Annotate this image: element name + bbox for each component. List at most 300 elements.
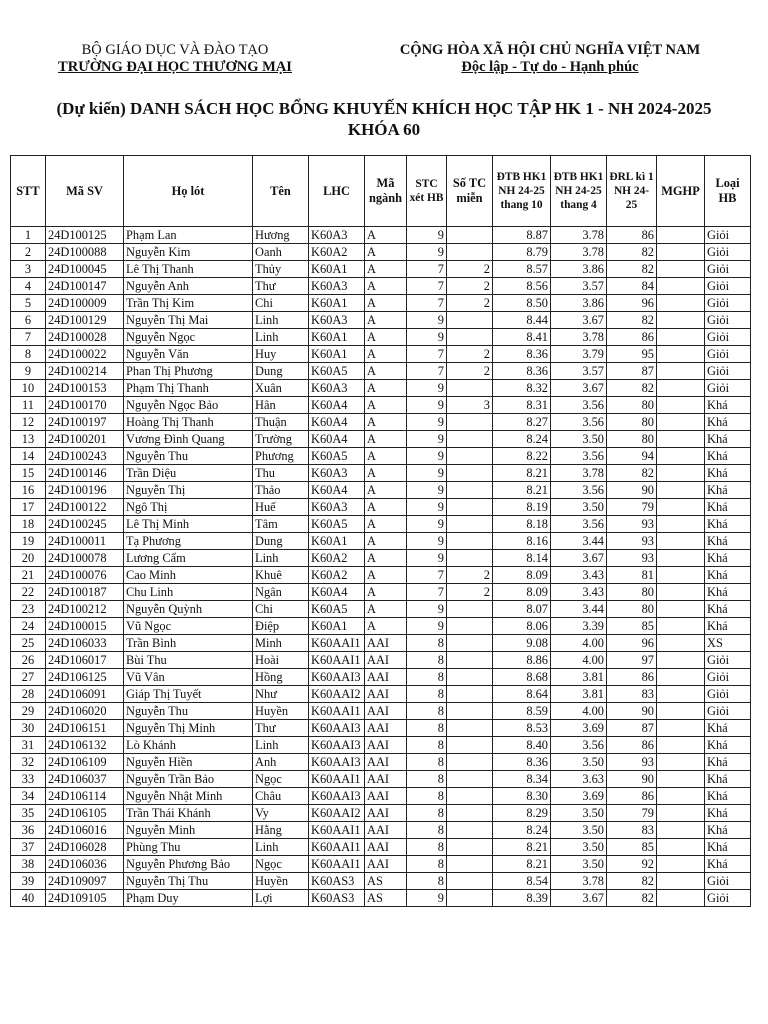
cell-major: AAI [365,635,407,652]
cell-surname: Phạm Thị Thanh [124,380,253,397]
cell-conduct: 85 [607,618,657,635]
cell-exempt-credits [447,465,493,482]
cell-gpa-10: 8.21 [493,482,551,499]
cell-credits: 9 [407,227,447,244]
table-row [11,635,751,652]
cell-given-name: Khuê [253,567,309,584]
cell-fee-waiver [657,295,705,312]
cell-major: A [365,584,407,601]
cell-surname: Lò Khánh [124,737,253,754]
cell-credits: 7 [407,295,447,312]
cell-gpa-10: 8.27 [493,414,551,431]
cell-exempt-credits [447,601,493,618]
cell-major: AAI [365,720,407,737]
cell-stt: 19 [11,533,46,550]
cell-fee-waiver [657,533,705,550]
cell-conduct: 93 [607,516,657,533]
cell-major: AAI [365,805,407,822]
cell-surname: Giáp Thị Tuyết [124,686,253,703]
cell-gpa-10: 8.36 [493,346,551,363]
cell-exempt-credits [447,516,493,533]
cell-class: K60A3 [309,499,365,516]
cell-given-name: Anh [253,754,309,771]
cell-given-name: Phương [253,448,309,465]
cell-surname: Nguyễn Thu [124,448,253,465]
cell-student-id: 24D100028 [46,329,124,346]
cell-student-id: 24D106037 [46,771,124,788]
table-row [11,482,751,499]
cell-scholarship-type: Giỏi [705,652,751,669]
cell-scholarship-type: Giỏi [705,890,751,907]
cell-gpa-4: 3.43 [551,584,607,601]
cell-gpa-10: 8.57 [493,261,551,278]
cell-stt: 39 [11,873,46,890]
cell-student-id: 24D100197 [46,414,124,431]
cell-class: K60AAI3 [309,754,365,771]
cell-credits: 9 [407,890,447,907]
cell-stt: 38 [11,856,46,873]
cell-exempt-credits [447,822,493,839]
cell-scholarship-type: Khá [705,771,751,788]
cell-conduct: 87 [607,720,657,737]
cell-major: A [365,261,407,278]
cell-exempt-credits [447,805,493,822]
cell-gpa-10: 8.56 [493,278,551,295]
cell-scholarship-type: Khá [705,482,751,499]
cell-surname: Nguyễn Thị Minh [124,720,253,737]
cell-gpa-4: 4.00 [551,652,607,669]
cell-stt: 29 [11,703,46,720]
cell-gpa-10: 8.30 [493,788,551,805]
table-row [11,669,751,686]
cell-conduct: 79 [607,499,657,516]
cell-exempt-credits: 2 [447,567,493,584]
cell-gpa-4: 3.56 [551,516,607,533]
cell-major: AAI [365,669,407,686]
cell-student-id: 24D106105 [46,805,124,822]
cell-scholarship-type: Giỏi [705,703,751,720]
cell-given-name: Linh [253,550,309,567]
cell-fee-waiver [657,737,705,754]
cell-stt: 37 [11,839,46,856]
cell-student-id: 24D106017 [46,652,124,669]
cell-scholarship-type: Giỏi [705,329,751,346]
cell-conduct: 97 [607,652,657,669]
cell-credits: 8 [407,703,447,720]
cell-major: AAI [365,652,407,669]
cell-gpa-10: 8.68 [493,669,551,686]
cell-exempt-credits [447,380,493,397]
cell-fee-waiver [657,363,705,380]
cell-exempt-credits [447,533,493,550]
cell-credits: 8 [407,737,447,754]
cell-gpa-4: 3.81 [551,686,607,703]
cell-given-name: Lợi [253,890,309,907]
cell-gpa-10: 8.24 [493,431,551,448]
table-row [11,295,751,312]
cell-major: AAI [365,839,407,856]
cell-class: K60AAI1 [309,856,365,873]
cell-gpa-10: 8.64 [493,686,551,703]
table-row [11,652,751,669]
cell-gpa-10: 8.24 [493,822,551,839]
cell-exempt-credits [447,550,493,567]
cell-credits: 9 [407,601,447,618]
cell-credits: 9 [407,448,447,465]
cell-given-name: Hoài [253,652,309,669]
cell-given-name: Ngọc [253,771,309,788]
cell-surname: Vương Đình Quang [124,431,253,448]
cell-stt: 12 [11,414,46,431]
cell-class: K60AAI1 [309,652,365,669]
cell-gpa-4: 3.56 [551,737,607,754]
cell-gpa-10: 8.07 [493,601,551,618]
cell-class: K60A3 [309,312,365,329]
cell-major: A [365,227,407,244]
cell-class: K60A1 [309,533,365,550]
cell-student-id: 24D109097 [46,873,124,890]
cell-fee-waiver [657,788,705,805]
cell-credits: 8 [407,720,447,737]
table-row [11,414,751,431]
scholarship-table [10,155,751,907]
cell-surname: Chu Linh [124,584,253,601]
cell-exempt-credits [447,856,493,873]
cell-exempt-credits [447,737,493,754]
cell-student-id: 24D100201 [46,431,124,448]
col-header: LHC [309,156,365,227]
cell-major: AAI [365,822,407,839]
cell-exempt-credits [447,686,493,703]
cell-exempt-credits [447,839,493,856]
cell-student-id: 24D100125 [46,227,124,244]
cell-scholarship-type: Giỏi [705,363,751,380]
cell-gpa-10: 8.29 [493,805,551,822]
cell-major: AAI [365,856,407,873]
cell-gpa-10: 8.87 [493,227,551,244]
cell-exempt-credits: 2 [447,261,493,278]
cell-exempt-credits [447,703,493,720]
cell-given-name: Huyền [253,873,309,890]
cell-fee-waiver [657,805,705,822]
cell-stt: 2 [11,244,46,261]
title-line-1: (Dự kiến) DANH SÁCH HỌC BỔNG KHUYẾN KHÍCH HỌC TẬP HK 1 - NH 2024-2025 [56,99,712,118]
col-header: Mã SV [46,156,124,227]
col-header: STT [11,156,46,227]
cell-student-id: 24D100011 [46,533,124,550]
table-row [11,771,751,788]
cell-conduct: 90 [607,703,657,720]
cell-stt: 32 [11,754,46,771]
cell-conduct: 80 [607,584,657,601]
cell-class: K60A2 [309,567,365,584]
cell-student-id: 24D100015 [46,618,124,635]
cell-student-id: 24D100245 [46,516,124,533]
cell-conduct: 80 [607,431,657,448]
cell-surname: Tạ Phương [124,533,253,550]
cell-exempt-credits [447,499,493,516]
cell-major: A [365,567,407,584]
cell-student-id: 24D100088 [46,244,124,261]
cell-student-id: 24D106125 [46,669,124,686]
cell-stt: 14 [11,448,46,465]
cell-conduct: 83 [607,822,657,839]
cell-credits: 7 [407,567,447,584]
cell-fee-waiver [657,465,705,482]
table-row [11,754,751,771]
cell-major: A [365,363,407,380]
cell-scholarship-type: Khá [705,584,751,601]
cell-major: A [365,312,407,329]
cell-stt: 33 [11,771,46,788]
table-row [11,380,751,397]
cell-exempt-credits [447,227,493,244]
cell-stt: 21 [11,567,46,584]
cell-student-id: 24D100078 [46,550,124,567]
col-header: ĐTB HK1 NH 24-25 thang 10 [493,156,551,227]
cell-exempt-credits: 3 [447,397,493,414]
cell-credits: 8 [407,669,447,686]
cell-gpa-10: 8.31 [493,397,551,414]
table-row [11,890,751,907]
cell-major: AS [365,873,407,890]
cell-conduct: 85 [607,839,657,856]
cell-exempt-credits [447,669,493,686]
cell-credits: 8 [407,822,447,839]
cell-gpa-10: 8.79 [493,244,551,261]
cell-class: K60AAI1 [309,635,365,652]
ministry-name: BỘ GIÁO DỤC VÀ ĐÀO TẠO [81,42,269,58]
cell-surname: Nguyễn Thị Mai [124,312,253,329]
cell-gpa-10: 8.14 [493,550,551,567]
cell-conduct: 83 [607,686,657,703]
cell-conduct: 80 [607,397,657,414]
cell-major: A [365,244,407,261]
cell-credits: 9 [407,414,447,431]
cell-stt: 31 [11,737,46,754]
cell-gpa-4: 3.78 [551,244,607,261]
cell-fee-waiver [657,227,705,244]
table-row [11,567,751,584]
cell-student-id: 24D100022 [46,346,124,363]
cell-conduct: 80 [607,601,657,618]
cell-fee-waiver [657,312,705,329]
cell-given-name: Thủy [253,261,309,278]
table-row [11,363,751,380]
cell-major: A [365,380,407,397]
cell-conduct: 94 [607,448,657,465]
cell-fee-waiver [657,278,705,295]
cell-major: A [365,516,407,533]
cell-given-name: Hân [253,397,309,414]
cell-stt: 5 [11,295,46,312]
cell-major: A [365,550,407,567]
cell-fee-waiver [657,329,705,346]
cell-exempt-credits: 2 [447,584,493,601]
cell-conduct: 86 [607,788,657,805]
col-header: ĐRL kì 1 NH 24-25 [607,156,657,227]
cell-scholarship-type: Khá [705,499,751,516]
cell-gpa-10: 8.53 [493,720,551,737]
cell-exempt-credits [447,635,493,652]
cell-fee-waiver [657,550,705,567]
cell-conduct: 81 [607,567,657,584]
col-header: Tên [253,156,309,227]
cell-exempt-credits [447,618,493,635]
table-row [11,584,751,601]
cell-credits: 9 [407,397,447,414]
cell-conduct: 80 [607,414,657,431]
cell-gpa-4: 3.78 [551,227,607,244]
cell-gpa-10: 8.09 [493,567,551,584]
cell-class: K60AAI3 [309,669,365,686]
cell-stt: 20 [11,550,46,567]
cell-credits: 8 [407,805,447,822]
cell-fee-waiver [657,652,705,669]
cell-student-id: 24D100045 [46,261,124,278]
cell-class: K60AAI1 [309,703,365,720]
cell-fee-waiver [657,601,705,618]
cell-given-name: Hương [253,227,309,244]
table-row [11,312,751,329]
cell-class: K60AS3 [309,873,365,890]
table-row [11,465,751,482]
cell-stt: 34 [11,788,46,805]
cell-conduct: 86 [607,669,657,686]
cell-class: K60AAI1 [309,771,365,788]
cell-conduct: 90 [607,771,657,788]
cell-surname: Nguyễn Phương Bảo [124,856,253,873]
cell-given-name: Linh [253,839,309,856]
cell-fee-waiver [657,567,705,584]
cell-surname: Phan Thị Phương [124,363,253,380]
title-line-2: KHÓA 60 [347,120,421,139]
cell-surname: Phùng Thu [124,839,253,856]
cell-credits: 8 [407,839,447,856]
cell-surname: Nguyễn Minh [124,822,253,839]
cell-scholarship-type: Khá [705,839,751,856]
cell-given-name: Dung [253,533,309,550]
cell-class: K60A3 [309,465,365,482]
cell-scholarship-type: Giỏi [705,380,751,397]
cell-scholarship-type: Giỏi [705,244,751,261]
cell-given-name: Hằng [253,822,309,839]
cell-conduct: 93 [607,533,657,550]
table-row [11,703,751,720]
cell-given-name: Xuân [253,380,309,397]
cell-scholarship-type: Khá [705,618,751,635]
cell-scholarship-type: Giỏi [705,669,751,686]
cell-exempt-credits [447,873,493,890]
cell-given-name: Minh [253,635,309,652]
cell-conduct: 93 [607,754,657,771]
cell-credits: 7 [407,278,447,295]
cell-gpa-4: 4.00 [551,703,607,720]
table-row [11,278,751,295]
cell-conduct: 96 [607,295,657,312]
cell-credits: 8 [407,771,447,788]
cell-given-name: Huyền [253,703,309,720]
cell-given-name: Dung [253,363,309,380]
university-name: TRƯỜNG ĐẠI HỌC THƯƠNG MẠI [58,59,292,75]
table-row [11,431,751,448]
cell-scholarship-type: Khá [705,856,751,873]
cell-gpa-10: 8.09 [493,584,551,601]
cell-fee-waiver [657,380,705,397]
national-header [350,42,750,76]
cell-fee-waiver [657,397,705,414]
cell-gpa-4: 3.67 [551,380,607,397]
cell-credits: 7 [407,363,447,380]
cell-given-name: Như [253,686,309,703]
cell-stt: 27 [11,669,46,686]
cell-conduct: 86 [607,329,657,346]
cell-exempt-credits [447,788,493,805]
cell-credits: 8 [407,635,447,652]
cell-exempt-credits [447,652,493,669]
cell-scholarship-type: Giỏi [705,227,751,244]
cell-student-id: 24D100122 [46,499,124,516]
cell-gpa-10: 8.21 [493,839,551,856]
table-row [11,261,751,278]
cell-gpa-4: 3.50 [551,856,607,873]
cell-given-name: Chi [253,295,309,312]
cell-fee-waiver [657,822,705,839]
cell-gpa-10: 8.32 [493,380,551,397]
cell-fee-waiver [657,669,705,686]
cell-exempt-credits [447,771,493,788]
cell-gpa-10: 8.18 [493,516,551,533]
cell-student-id: 24D100187 [46,584,124,601]
cell-major: A [365,346,407,363]
cell-surname: Trần Bình [124,635,253,652]
cell-gpa-4: 3.78 [551,873,607,890]
cell-given-name: Chi [253,601,309,618]
table-row [11,499,751,516]
cell-surname: Trần Thái Khánh [124,805,253,822]
cell-gpa-4: 3.86 [551,295,607,312]
cell-scholarship-type: Giỏi [705,346,751,363]
cell-scholarship-type: Khá [705,601,751,618]
cell-credits: 9 [407,482,447,499]
cell-conduct: 92 [607,856,657,873]
cell-fee-waiver [657,686,705,703]
cell-fee-waiver [657,703,705,720]
cell-stt: 9 [11,363,46,380]
cell-surname: Nguyễn Thu [124,703,253,720]
cell-major: AAI [365,686,407,703]
cell-credits: 9 [407,380,447,397]
cell-gpa-4: 3.50 [551,499,607,516]
cell-stt: 10 [11,380,46,397]
cell-class: K60A4 [309,414,365,431]
cell-scholarship-type: Khá [705,720,751,737]
cell-exempt-credits: 2 [447,295,493,312]
cell-gpa-10: 8.41 [493,329,551,346]
cell-stt: 3 [11,261,46,278]
cell-gpa-10: 8.16 [493,533,551,550]
cell-credits: 7 [407,584,447,601]
cell-major: A [365,465,407,482]
cell-gpa-4: 3.50 [551,431,607,448]
cell-conduct: 82 [607,380,657,397]
cell-gpa-4: 3.39 [551,618,607,635]
cell-class: K60AAI1 [309,839,365,856]
cell-gpa-10: 8.06 [493,618,551,635]
cell-student-id: 24D100196 [46,482,124,499]
cell-gpa-4: 3.56 [551,414,607,431]
cell-student-id: 24D100153 [46,380,124,397]
